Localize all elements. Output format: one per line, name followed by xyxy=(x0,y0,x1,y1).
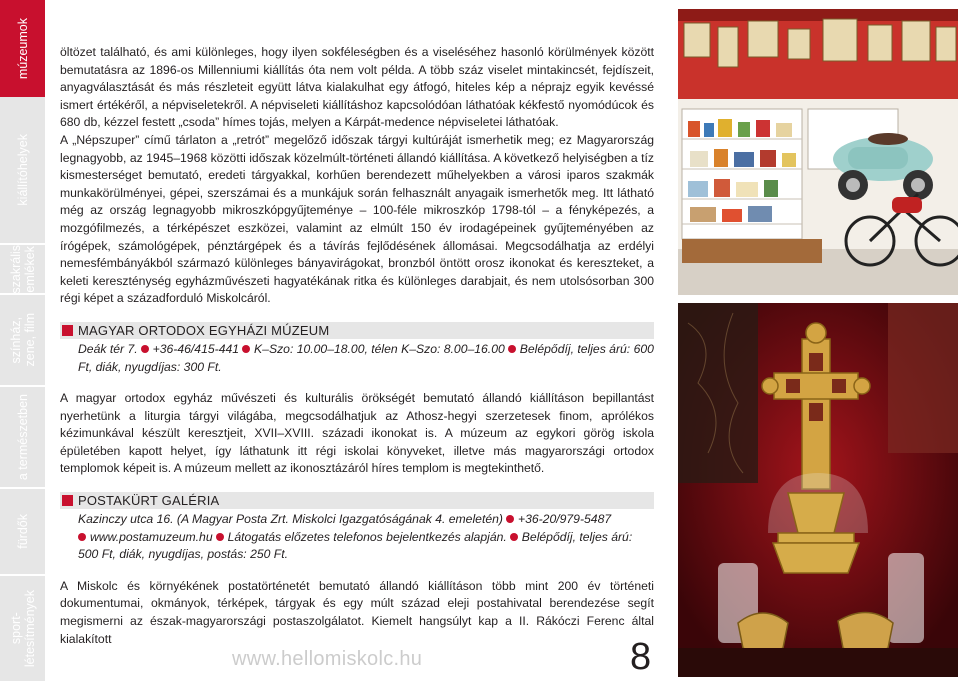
phone[interactable]: +36-20/979-5487 xyxy=(517,512,612,527)
tab-a-termeszetben[interactable] xyxy=(0,387,45,487)
price-continued: 500 Ft, diák, nyugdíjas, postás: 250 Ft. xyxy=(78,547,289,562)
tab-label: a természetben xyxy=(15,393,30,481)
square-bullet-icon xyxy=(62,325,73,336)
red-dot-bullet-icon xyxy=(141,345,149,353)
orthodox-treasures-illustration xyxy=(678,303,958,677)
red-dot-bullet-icon xyxy=(216,533,224,541)
red-dot-bullet-icon xyxy=(506,515,514,523)
exhibition-room-illustration xyxy=(678,9,958,295)
tab-label: szakrális emlékek xyxy=(8,244,37,294)
tab-szakralis-emlekek[interactable] xyxy=(0,245,45,293)
price: Belépődíj, teljes árú: xyxy=(521,529,633,544)
museum-info-postakurt xyxy=(78,511,654,564)
intro-paragraph-1: öltözet található, és ami különleges, hogy ilyen sokféleségben és a viseléséhez hasonló körülmények között bemutatásra az 1896-os Millenniumi kiállítás óta nem volt példa. A több száz viselet mintakincsét, fejdíszeit, anyagválasztását és más részleteit együtt látva kialakulhat egy átfogó, hiteles kép a néprajz egyik kevéssé ismert értékéről, a népviseletekről. A népviseleti kiállításhoz kapcsolódóan láthatóak kékfestő nyomódúcok és 680 db, kézzel festett „csoda” hímes tojás, melyen a Kárpát-medence népviseletei láthatóak. xyxy=(60,45,654,130)
exhibition-room-photo xyxy=(678,9,958,295)
section-heading-postakurt xyxy=(60,492,654,509)
tab-label: fürdők xyxy=(15,514,30,549)
red-dot-bullet-icon xyxy=(78,533,86,541)
tab-muzeumok[interactable] xyxy=(0,0,45,97)
visit-info: Látogatás előzetes telefonos bejelentkezés alapján. xyxy=(227,529,507,544)
tab-label: színház, zene, film xyxy=(8,313,37,367)
red-dot-bullet-icon xyxy=(242,345,250,353)
tab-szinhaz-zene-film[interactable] xyxy=(0,295,45,385)
website-link[interactable]: www.postamuzeum.hu xyxy=(90,529,213,544)
ortodox-description: A magyar ortodox egyház művészeti és kulturális örökségét bemutató állandó kiállításon bepillantást nyerhetünk a liturgia tárgyi világába, megcsodálhatjuk az Athosz-hegyi szerzetesek finom, aprólékos kézimunkával készült keresztjeit, XVII–XVIII. századi ikonokat is. A múzeum az egykori görög iskola épületében kapott helyet, így láthatunk itt régi iskolai könyveket, illetve más magyarországi ortodox templomok képeit is. A múzeum mellett az ikonosztázáról híres templom is megtekinthető. xyxy=(60,391,654,476)
intro-paragraph-2: A „Népszuper” című tárlaton a „retrót” megelőző időszak tárgyi kultúráját ismerhetik meg; ez Magyarország legnagyobb, az 1945–1968 közötti időszak közelmúlt-történeti állandó kiállítása. A következő helyiségben a tíz kismesterséget bemutató, eredeti tárgyakkal, korhűen berendezett műhelyekben a városi iparos szakmák munkakörülményei, gépei, szerszámai és a munkájuk során felhasznált anyagaik ismerhetők meg. Itt látható még az ország legnagyobb mikroszkópgyűjteménye – 100-féle mikroszkóp 1798-tól – a fényképezés, a mozgófilmezés, a térképészet eszközei, valamint az elmúlt 150 év irodagépeinek gyűjteményében az írógépek, számológépek, pénztárgépek és a távírás fejlődésének állomásai. Megcsodálhatja az erdélyi nemesfémbányákból származó különleges bányavirágokat, bronzból öntött orosz ikonokat és kereszteket, a keleti kereszténység egyházművészeti hagyatékának ritka és különleges darabjait, és nem utolsósorban 300 régi képet a századforduló Miskolcáról. xyxy=(60,132,654,306)
address: Kazinczy utca 16. (A Magyar Posta Zrt. Miskolci Igazgatóságának 4. emeletén) xyxy=(78,512,503,527)
footer-website[interactable]: www.hellomiskolc.hu xyxy=(232,648,423,670)
tab-sportletesitmenyek[interactable] xyxy=(0,576,45,681)
postakurt-description: A Miskolc és környékének postatörténetét bemutató állandó kiállításon több mint 200 év történeti dokumentumai, okmányok, térképek, tárgyak és egy múlt század eleji postahivatal berendezése segít megismerni az észak-magyarországi postaszolgálatot. Kiemelt hangsúlyt kap a II. Rákóczi Ferenc által kialakított xyxy=(60,578,654,646)
museum-info-ortodox xyxy=(78,341,654,376)
tab-kiallitohelyek[interactable] xyxy=(0,97,45,243)
tab-furdok[interactable] xyxy=(0,489,45,574)
phone[interactable]: +36-46/415-441 xyxy=(152,341,240,356)
price-continued: Ft, diák, nyugdíjas: 300 Ft. xyxy=(78,359,222,374)
orthodox-treasures-photo xyxy=(678,303,958,677)
page-number: 8 xyxy=(630,636,652,678)
red-dot-bullet-icon xyxy=(508,345,516,353)
section-title: POSTAKÜRT GALÉRIA xyxy=(78,492,220,508)
article-column xyxy=(60,44,654,648)
tab-label: múzeumok xyxy=(15,17,30,80)
tab-label: kiállítóhelyek xyxy=(15,134,30,206)
section-sidebar xyxy=(0,0,45,681)
section-title: MAGYAR ORTODOX EGYHÁZI MÚZEUM xyxy=(78,322,330,338)
section-heading-ortodox xyxy=(60,322,654,339)
tab-label: sport- létesítmények xyxy=(8,589,37,668)
price: Belépődíj, teljes árú: 600 xyxy=(519,341,654,356)
opening-hours: K–Szo: 10.00–18.00, télen K–Szo: 8.00–16.00 xyxy=(254,341,505,356)
red-dot-bullet-icon xyxy=(510,533,518,541)
square-bullet-icon xyxy=(62,495,73,506)
address: Deák tér 7. xyxy=(78,341,138,356)
